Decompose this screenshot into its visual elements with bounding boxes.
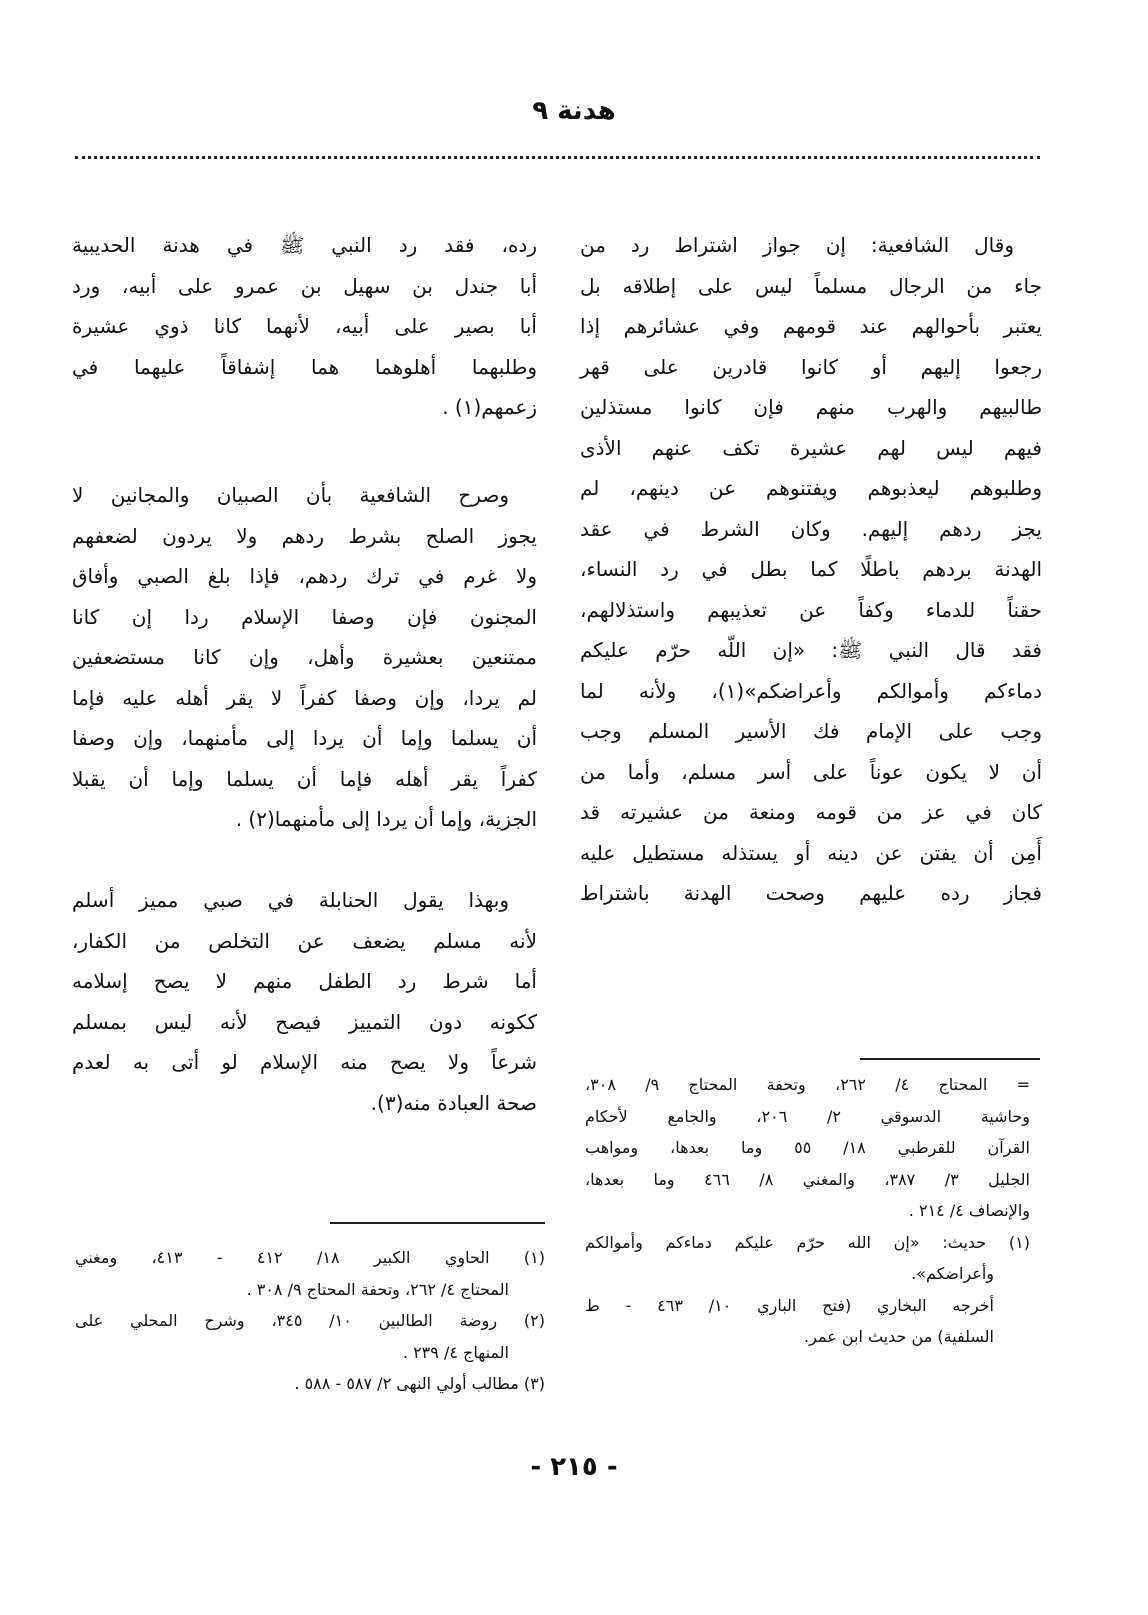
text-line: رده، فقد رد النبي ﷺ في هدنة الحديبية [72, 233, 537, 257]
text-line: يعتبر بأحوالهم عند قومهم وفي عشائرهم إذا [580, 314, 1042, 338]
text-line: لم يردا، وإن وصفا كفراً لا يقر أهله عليه فإما [72, 685, 537, 710]
text-line: وطلبهما أهلوهما هما إشفاقاً عليهما في [72, 354, 537, 379]
right-column-footnotes [585, 1069, 1030, 1353]
text-line: لأنه مسلم يضعف عن التخلص من الكفار، [72, 928, 537, 953]
text-line: أَمِن أن يفتن عن دينه أو يستذله مستطيل عليه [580, 840, 1042, 865]
text-line: كفراً يقر أهله فإما أن يسلما وإما أن يقبلا [72, 766, 537, 791]
right-column-body [580, 225, 1042, 914]
left-paragraph-2 [72, 475, 537, 840]
footnote-line: والإنصاف ٤/ ٢١٤ . [908, 1201, 1030, 1220]
text-line: وطلبوهم ليعذبوهم ويفتنوهم عن دينهم، لم [580, 476, 1042, 500]
text-line: رجعوا إليهم أو كانوا قادرين على قهر [580, 354, 1042, 379]
left-paragraph-3 [72, 880, 537, 1123]
text-line: المجنون فإن وصفا الإسلام ردا إن كانا [72, 604, 537, 629]
text-line: فجاز رده عليهم وصحت الهدنة باشتراط [580, 881, 1042, 905]
text-line: دماءكم وأموالكم وأعراضكم»(١)، ولأنه لما [580, 678, 1042, 703]
text-line: أن لا يكون عوناً على أسر مسلم، وأما من [580, 759, 1042, 784]
footnote-line: المحتاج ٤/ ٢٦٢، وتحفة المحتاج ٩/ ٣٠٨ . [246, 1279, 509, 1299]
text-line: ولا غرم في ترك ردهم، فإذا بلغ الصبي وأفاق [72, 564, 537, 588]
running-header: هدنة ٩ [532, 96, 616, 126]
text-line: أبا جندل بن سهيل بن عمرو على أبيه، ورد [72, 273, 537, 298]
text-line: وقال الشافعية: إن جواز اشتراط رد من [580, 233, 1014, 257]
footnote-line: أخرجه البخاري (فتح الباري ١٠/ ٤٦٣ - ط [585, 1295, 994, 1315]
text-line: أن يسلما وإما أن يردا إلى مأمنهما، وإن وصفا [72, 726, 537, 750]
text-line: فقد قال النبي ﷺ: «إن اللّه حرّم عليكم [580, 638, 1042, 662]
left-footnote-rule [330, 1222, 545, 1224]
text-line: كان في عز من قومه ومنعة من عشيرته قد [580, 800, 1042, 824]
text-line: يجز ردهم إليهم. وكان الشرط في عقد [580, 516, 1042, 541]
footnote-line: القرآن للقرطبي ١٨/ ٥٥ وما بعدها، ومواهب [585, 1138, 1030, 1157]
text-line: الهدنة بردهم باطلًا كما بطل في رد النساء، [580, 557, 1042, 581]
left-column-footnotes [75, 1242, 545, 1400]
text-line: وبهذا يقول الحنابلة في صبي مميز أسلم [72, 888, 509, 912]
footnote-line: وحاشية الدسوقي ٢/ ٢٠٦، والجامع لأحكام [585, 1106, 1030, 1126]
left-paragraph-1 [72, 225, 537, 428]
text-line: زعمهم(١) . [442, 395, 537, 419]
text-line: طالبيهم والهرب منهم فإن كانوا مستذلين [580, 395, 1042, 419]
header-divider [75, 156, 1040, 159]
text-line: يجوز الصلح بشرط ردهم ولا يردون لضعفهم [72, 523, 537, 548]
footnote-line: الجليل ٣/ ٣٨٧، والمغني ٨/ ٤٦٦ وما بعدها، [585, 1169, 1031, 1189]
footnote-line: = المحتاج ٤/ ٢٦٢، وتحفة المحتاج ٩/ ٣٠٨، [585, 1075, 1031, 1094]
right-footnote-rule [860, 1058, 1040, 1060]
text-line: شرعاً ولا يصح منه الإسلام لو أتى به لعدم [72, 1050, 537, 1074]
text-line: أبا بصير على أبيه، لأنهما كانا ذوي عشيرة [72, 314, 537, 338]
text-line: وصرح الشافعية بأن الصبيان والمجانين لا [72, 483, 509, 507]
footnote-line: (١) حديث: «إن الله حرّم عليكم دماءكم وأموالكم [585, 1232, 1030, 1252]
text-line: ممتنعين بعشيرة وأهل، وإن كانا مستضعفين [72, 645, 537, 669]
page-number: - ٢١٥ - [530, 1452, 618, 1482]
text-line: ككونه دون التمييز فيصح لأنه ليس بمسلم [72, 1009, 537, 1034]
footnote-line: (١) الحاوي الكبير ١٨/ ٤١٢ - ٤١٣، ومغني [75, 1248, 545, 1267]
footnote-line: وأعراضكم». [911, 1264, 994, 1283]
footnote-line: المنهاج ٤/ ٢٣٩ . [402, 1342, 509, 1362]
text-line: فيهم ليس لهم عشيرة تكف عنهم الأذى [580, 435, 1042, 460]
text-line: وجب على الإمام فك الأسير المسلم وجب [580, 719, 1042, 743]
text-line: حقناً للدماء وكفاً عن تعذيبهم واستذلالهم، [580, 597, 1042, 622]
footnote-line: (٢) روضة الطالبين ١٠/ ٣٤٥، وشرح المحلي على [75, 1311, 546, 1330]
text-line: الجزية، وإما أن يردا إلى مأمنهما(٢) . [235, 807, 537, 831]
text-line: أما شرط رد الطفل منهم لا يصح إسلامه [72, 969, 537, 993]
footnote-line: السلفية) من حديث ابن عمر. [804, 1327, 994, 1346]
footnote-line: (٣) مطالب أولي النهى ٢/ ٥٨٧ - ٥٨٨ . [294, 1374, 545, 1393]
text-line: صحة العبادة منه(٣). [370, 1090, 537, 1115]
text-line: جاء من الرجال مسلماً ليس على إطلاقه بل [580, 273, 1042, 298]
